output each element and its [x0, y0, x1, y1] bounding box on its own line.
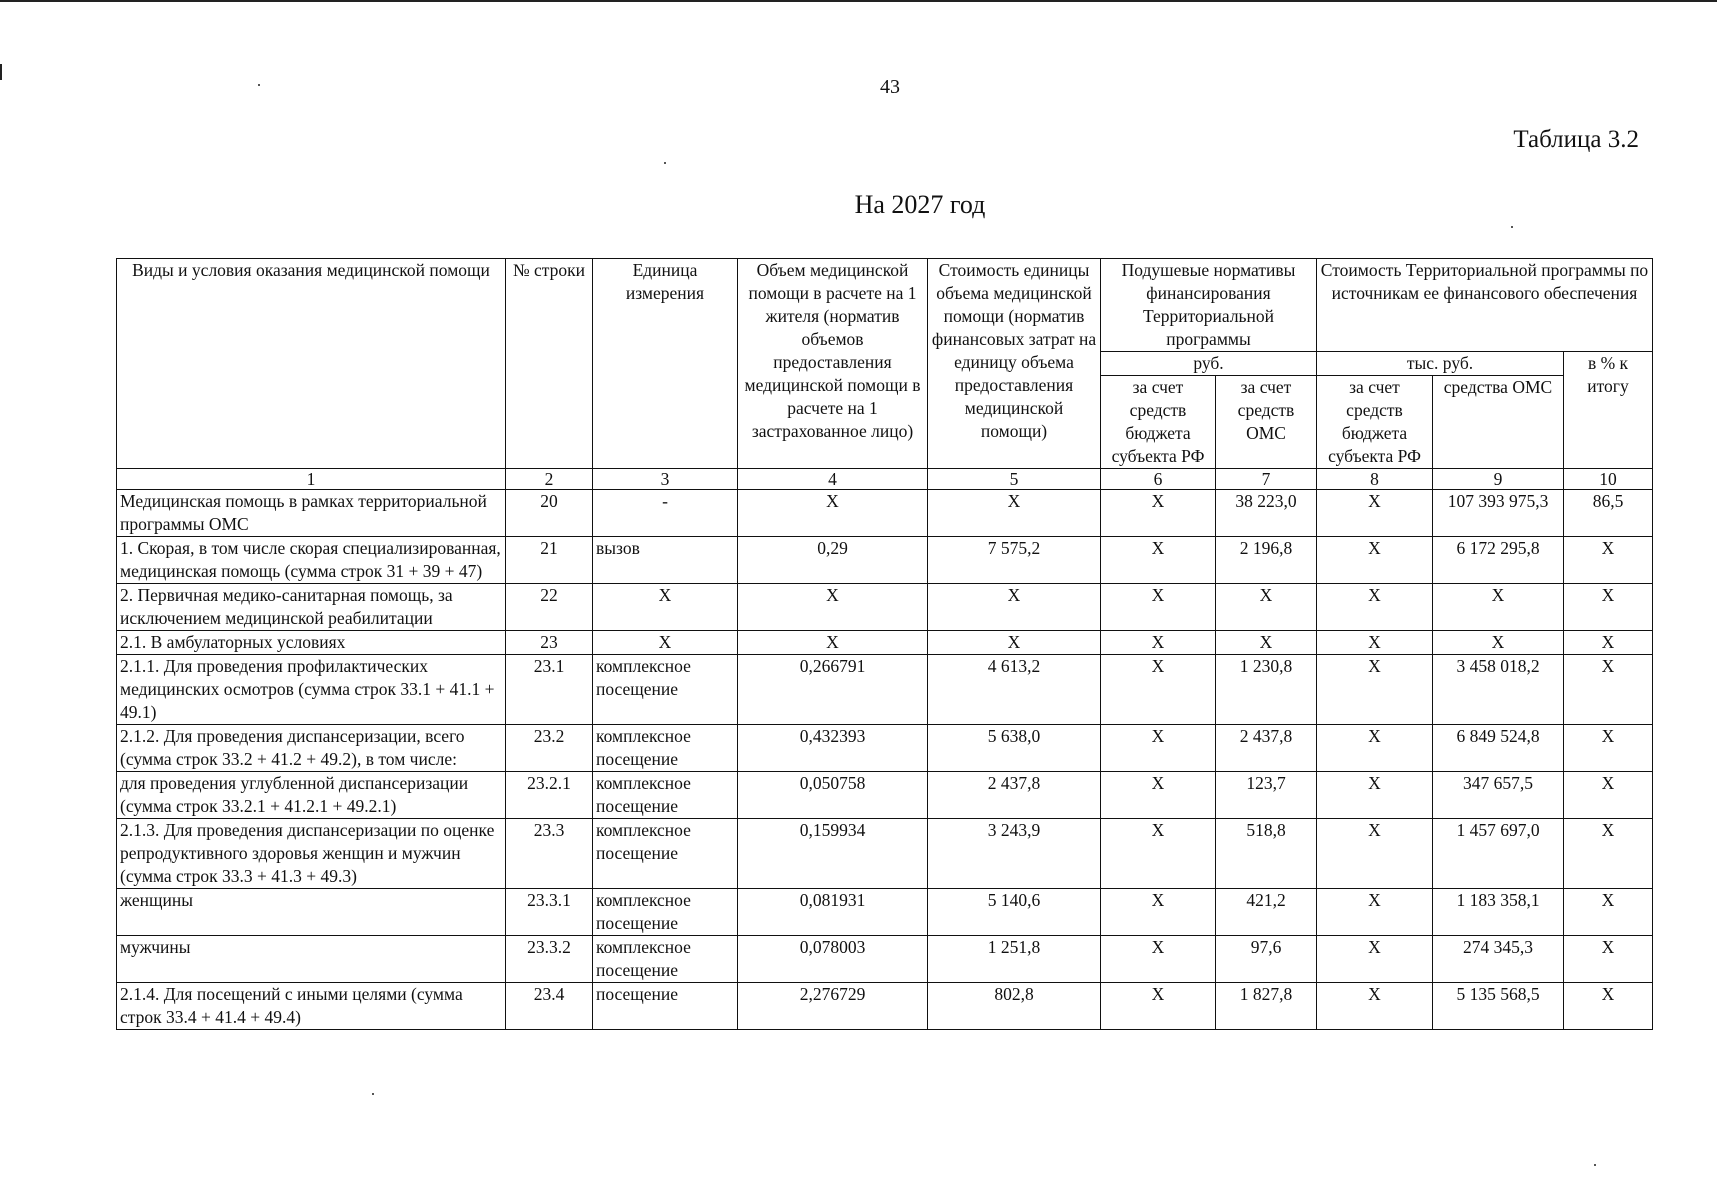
header-oms-per-capita: за счет средств ОМС: [1216, 376, 1317, 469]
row-oms-total: 6 849 524,8: [1433, 725, 1564, 772]
row-unit-cost: Х: [928, 584, 1101, 631]
row-unit-cost: 4 613,2: [928, 655, 1101, 725]
row-oms-total: 107 393 975,3: [1433, 490, 1564, 537]
row-unit-cost: Х: [928, 490, 1101, 537]
row-unit: Х: [593, 631, 738, 655]
header-budget-total: за счет средств бюджета субъекта РФ: [1317, 376, 1433, 469]
row-budget-total: Х: [1317, 889, 1433, 936]
header-budget-per-capita: за счет средств бюджета субъекта РФ: [1101, 376, 1216, 469]
row-volume: 2,276729: [738, 983, 928, 1030]
row-name: 2.1.4. Для посещений с иными целями (сумма строк 33.4 + 41.4 + 49.4): [117, 983, 506, 1030]
row-percent: Х: [1564, 819, 1653, 889]
row-budget-total: Х: [1317, 631, 1433, 655]
column-number: 2: [506, 469, 593, 490]
row-name: 2.1. В амбулаторных условиях: [117, 631, 506, 655]
row-unit: комплексное посещение: [593, 725, 738, 772]
row-line-number: 23: [506, 631, 593, 655]
table-body: [117, 490, 1653, 1030]
row-percent: Х: [1564, 725, 1653, 772]
column-number: 9: [1433, 469, 1564, 490]
column-number: 10: [1564, 469, 1653, 490]
table-row: [117, 490, 1653, 537]
row-oms-total: 274 345,3: [1433, 936, 1564, 983]
financing-table: [116, 258, 1653, 1030]
row-unit: -: [593, 490, 738, 537]
row-name: для проведения углубленной диспансеризации (сумма строк 33.2.1 + 41.2.1 + 49.2.1): [117, 772, 506, 819]
header-program-cost: Стоимость Территориальной программы по источникам ее финансового обеспечения: [1317, 259, 1653, 352]
table-row: [117, 631, 1653, 655]
row-unit: комплексное посещение: [593, 655, 738, 725]
row-budget-per-capita: Х: [1101, 936, 1216, 983]
table-caption: Таблица 3.2: [1513, 126, 1639, 153]
scan-speck: [258, 84, 260, 86]
row-budget-per-capita: Х: [1101, 631, 1216, 655]
column-number: 5: [928, 469, 1101, 490]
row-name: 2.1.1. Для проведения профилактических медицинских осмотров (сумма строк 33.1 + 41.1 + 49.1): [117, 655, 506, 725]
header-unit: Единица измерения: [593, 259, 738, 469]
row-unit: посещение: [593, 983, 738, 1030]
row-unit: комплексное посещение: [593, 936, 738, 983]
table-row: [117, 772, 1653, 819]
row-unit: Х: [593, 584, 738, 631]
row-unit: вызов: [593, 537, 738, 584]
row-budget-per-capita: Х: [1101, 772, 1216, 819]
row-name: 2. Первичная медико-санитарная помощь, за исключением медицинской реабилитации: [117, 584, 506, 631]
row-line-number: 23.2.1: [506, 772, 593, 819]
row-budget-total: Х: [1317, 655, 1433, 725]
row-oms-per-capita: 38 223,0: [1216, 490, 1317, 537]
row-percent: Х: [1564, 936, 1653, 983]
row-oms-per-capita: 2 437,8: [1216, 725, 1317, 772]
row-volume: 0,266791: [738, 655, 928, 725]
row-unit: комплексное посещение: [593, 889, 738, 936]
header-unit-rub: руб.: [1101, 352, 1317, 376]
row-line-number: 23.3.2: [506, 936, 593, 983]
page-number: 43: [880, 76, 900, 98]
row-oms-per-capita: 518,8: [1216, 819, 1317, 889]
column-number: 4: [738, 469, 928, 490]
row-oms-per-capita: Х: [1216, 584, 1317, 631]
row-oms-total: Х: [1433, 584, 1564, 631]
row-line-number: 23.3.1: [506, 889, 593, 936]
row-oms-per-capita: 421,2: [1216, 889, 1317, 936]
row-name: 2.1.2. Для проведения диспансеризации, всего (сумма строк 33.2 + 41.2 + 49.2), в том числе:: [117, 725, 506, 772]
row-name: женщины: [117, 889, 506, 936]
row-percent: Х: [1564, 584, 1653, 631]
scan-speck: [1511, 226, 1513, 228]
row-budget-per-capita: Х: [1101, 537, 1216, 584]
row-oms-total: 1 457 697,0: [1433, 819, 1564, 889]
row-budget-per-capita: Х: [1101, 983, 1216, 1030]
row-volume: 0,29: [738, 537, 928, 584]
row-line-number: 22: [506, 584, 593, 631]
row-volume: Х: [738, 490, 928, 537]
row-budget-per-capita: Х: [1101, 889, 1216, 936]
row-unit-cost: 1 251,8: [928, 936, 1101, 983]
row-unit-cost: 5 638,0: [928, 725, 1101, 772]
table-row: [117, 537, 1653, 584]
row-percent: Х: [1564, 772, 1653, 819]
row-budget-per-capita: Х: [1101, 584, 1216, 631]
row-name: мужчины: [117, 936, 506, 983]
header-oms-total: средства ОМС: [1433, 376, 1564, 469]
year-title: На 2027 год: [854, 190, 986, 219]
row-line-number: 23.1: [506, 655, 593, 725]
row-line-number: 23.3: [506, 819, 593, 889]
row-oms-total: 1 183 358,1: [1433, 889, 1564, 936]
row-line-number: 20: [506, 490, 593, 537]
column-number: 6: [1101, 469, 1216, 490]
table-row: [117, 889, 1653, 936]
row-budget-total: Х: [1317, 584, 1433, 631]
row-unit-cost: 3 243,9: [928, 819, 1101, 889]
header-volume: Объем медицинской помощи в расчете на 1 жителя (норматив объемов предоставления медицинской помощи в расчете на 1 застрахованное лицо): [738, 259, 928, 469]
table-row: [117, 725, 1653, 772]
row-unit-cost: Х: [928, 631, 1101, 655]
row-budget-per-capita: Х: [1101, 725, 1216, 772]
row-percent: Х: [1564, 889, 1653, 936]
header-kinds-of-care: Виды и условия оказания медицинской помощи: [117, 259, 506, 469]
header-per-capita-norms: Подушевые нормативы финансирования Территориальной программы: [1101, 259, 1317, 352]
page-top-edge: [0, 0, 1717, 2]
row-percent: Х: [1564, 655, 1653, 725]
header-line-number: № строки: [506, 259, 593, 469]
row-budget-per-capita: Х: [1101, 490, 1216, 537]
header-percent-of-total: в % к итогу: [1564, 352, 1653, 469]
row-oms-per-capita: 123,7: [1216, 772, 1317, 819]
row-name: 2.1.3. Для проведения диспансеризации по оценке репродуктивного здоровья женщин и мужчин (сумма строк 33.3 + 41.3 + 49.3): [117, 819, 506, 889]
row-oms-total: 5 135 568,5: [1433, 983, 1564, 1030]
row-budget-total: Х: [1317, 772, 1433, 819]
row-line-number: 23.2: [506, 725, 593, 772]
table-row: [117, 655, 1653, 725]
scan-speck: [1594, 1164, 1596, 1166]
row-oms-total: 3 458 018,2: [1433, 655, 1564, 725]
row-line-number: 21: [506, 537, 593, 584]
row-budget-total: Х: [1317, 725, 1433, 772]
table-row: [117, 584, 1653, 631]
row-oms-per-capita: 1 827,8: [1216, 983, 1317, 1030]
row-unit-cost: 802,8: [928, 983, 1101, 1030]
header-unit-cost: Стоимость единицы объема медицинской помощи (норматив финансовых затрат на единицу объема предоставления медицинской помощи): [928, 259, 1101, 469]
row-percent: Х: [1564, 537, 1653, 584]
row-volume: 0,159934: [738, 819, 928, 889]
row-volume: 0,078003: [738, 936, 928, 983]
column-number: 8: [1317, 469, 1433, 490]
table-row: [117, 819, 1653, 889]
row-oms-per-capita: 97,6: [1216, 936, 1317, 983]
column-number-row: [117, 469, 1653, 490]
row-percent: Х: [1564, 983, 1653, 1030]
row-budget-per-capita: Х: [1101, 655, 1216, 725]
row-percent: Х: [1564, 631, 1653, 655]
table-row: [117, 983, 1653, 1030]
row-budget-total: Х: [1317, 983, 1433, 1030]
row-volume: 0,432393: [738, 725, 928, 772]
row-volume: Х: [738, 631, 928, 655]
row-percent: 86,5: [1564, 490, 1653, 537]
table-header: [117, 259, 1653, 490]
row-oms-per-capita: 1 230,8: [1216, 655, 1317, 725]
row-volume: Х: [738, 584, 928, 631]
column-number: 1: [117, 469, 506, 490]
table-row: [117, 936, 1653, 983]
row-unit: комплексное посещение: [593, 772, 738, 819]
row-unit-cost: 7 575,2: [928, 537, 1101, 584]
row-budget-per-capita: Х: [1101, 819, 1216, 889]
header-unit-thousand-rub: тыс. руб.: [1317, 352, 1564, 376]
row-name: Медицинская помощь в рамках территориальной программы ОМС: [117, 490, 506, 537]
row-oms-total: 347 657,5: [1433, 772, 1564, 819]
column-number: 7: [1216, 469, 1317, 490]
row-unit: комплексное посещение: [593, 819, 738, 889]
row-budget-total: Х: [1317, 819, 1433, 889]
row-budget-total: Х: [1317, 936, 1433, 983]
column-number: 3: [593, 469, 738, 490]
row-volume: 0,050758: [738, 772, 928, 819]
row-name: 1. Скорая, в том числе скорая специализированная, медицинская помощь (сумма строк 31 + 39 + 47): [117, 537, 506, 584]
row-oms-total: 6 172 295,8: [1433, 537, 1564, 584]
row-budget-total: Х: [1317, 537, 1433, 584]
row-oms-per-capita: 2 196,8: [1216, 537, 1317, 584]
scan-speck: [372, 1093, 374, 1095]
scan-speck: [664, 162, 666, 164]
row-unit-cost: 2 437,8: [928, 772, 1101, 819]
row-volume: 0,081931: [738, 889, 928, 936]
row-oms-per-capita: Х: [1216, 631, 1317, 655]
row-budget-total: Х: [1317, 490, 1433, 537]
row-unit-cost: 5 140,6: [928, 889, 1101, 936]
row-line-number: 23.4: [506, 983, 593, 1030]
row-oms-total: Х: [1433, 631, 1564, 655]
